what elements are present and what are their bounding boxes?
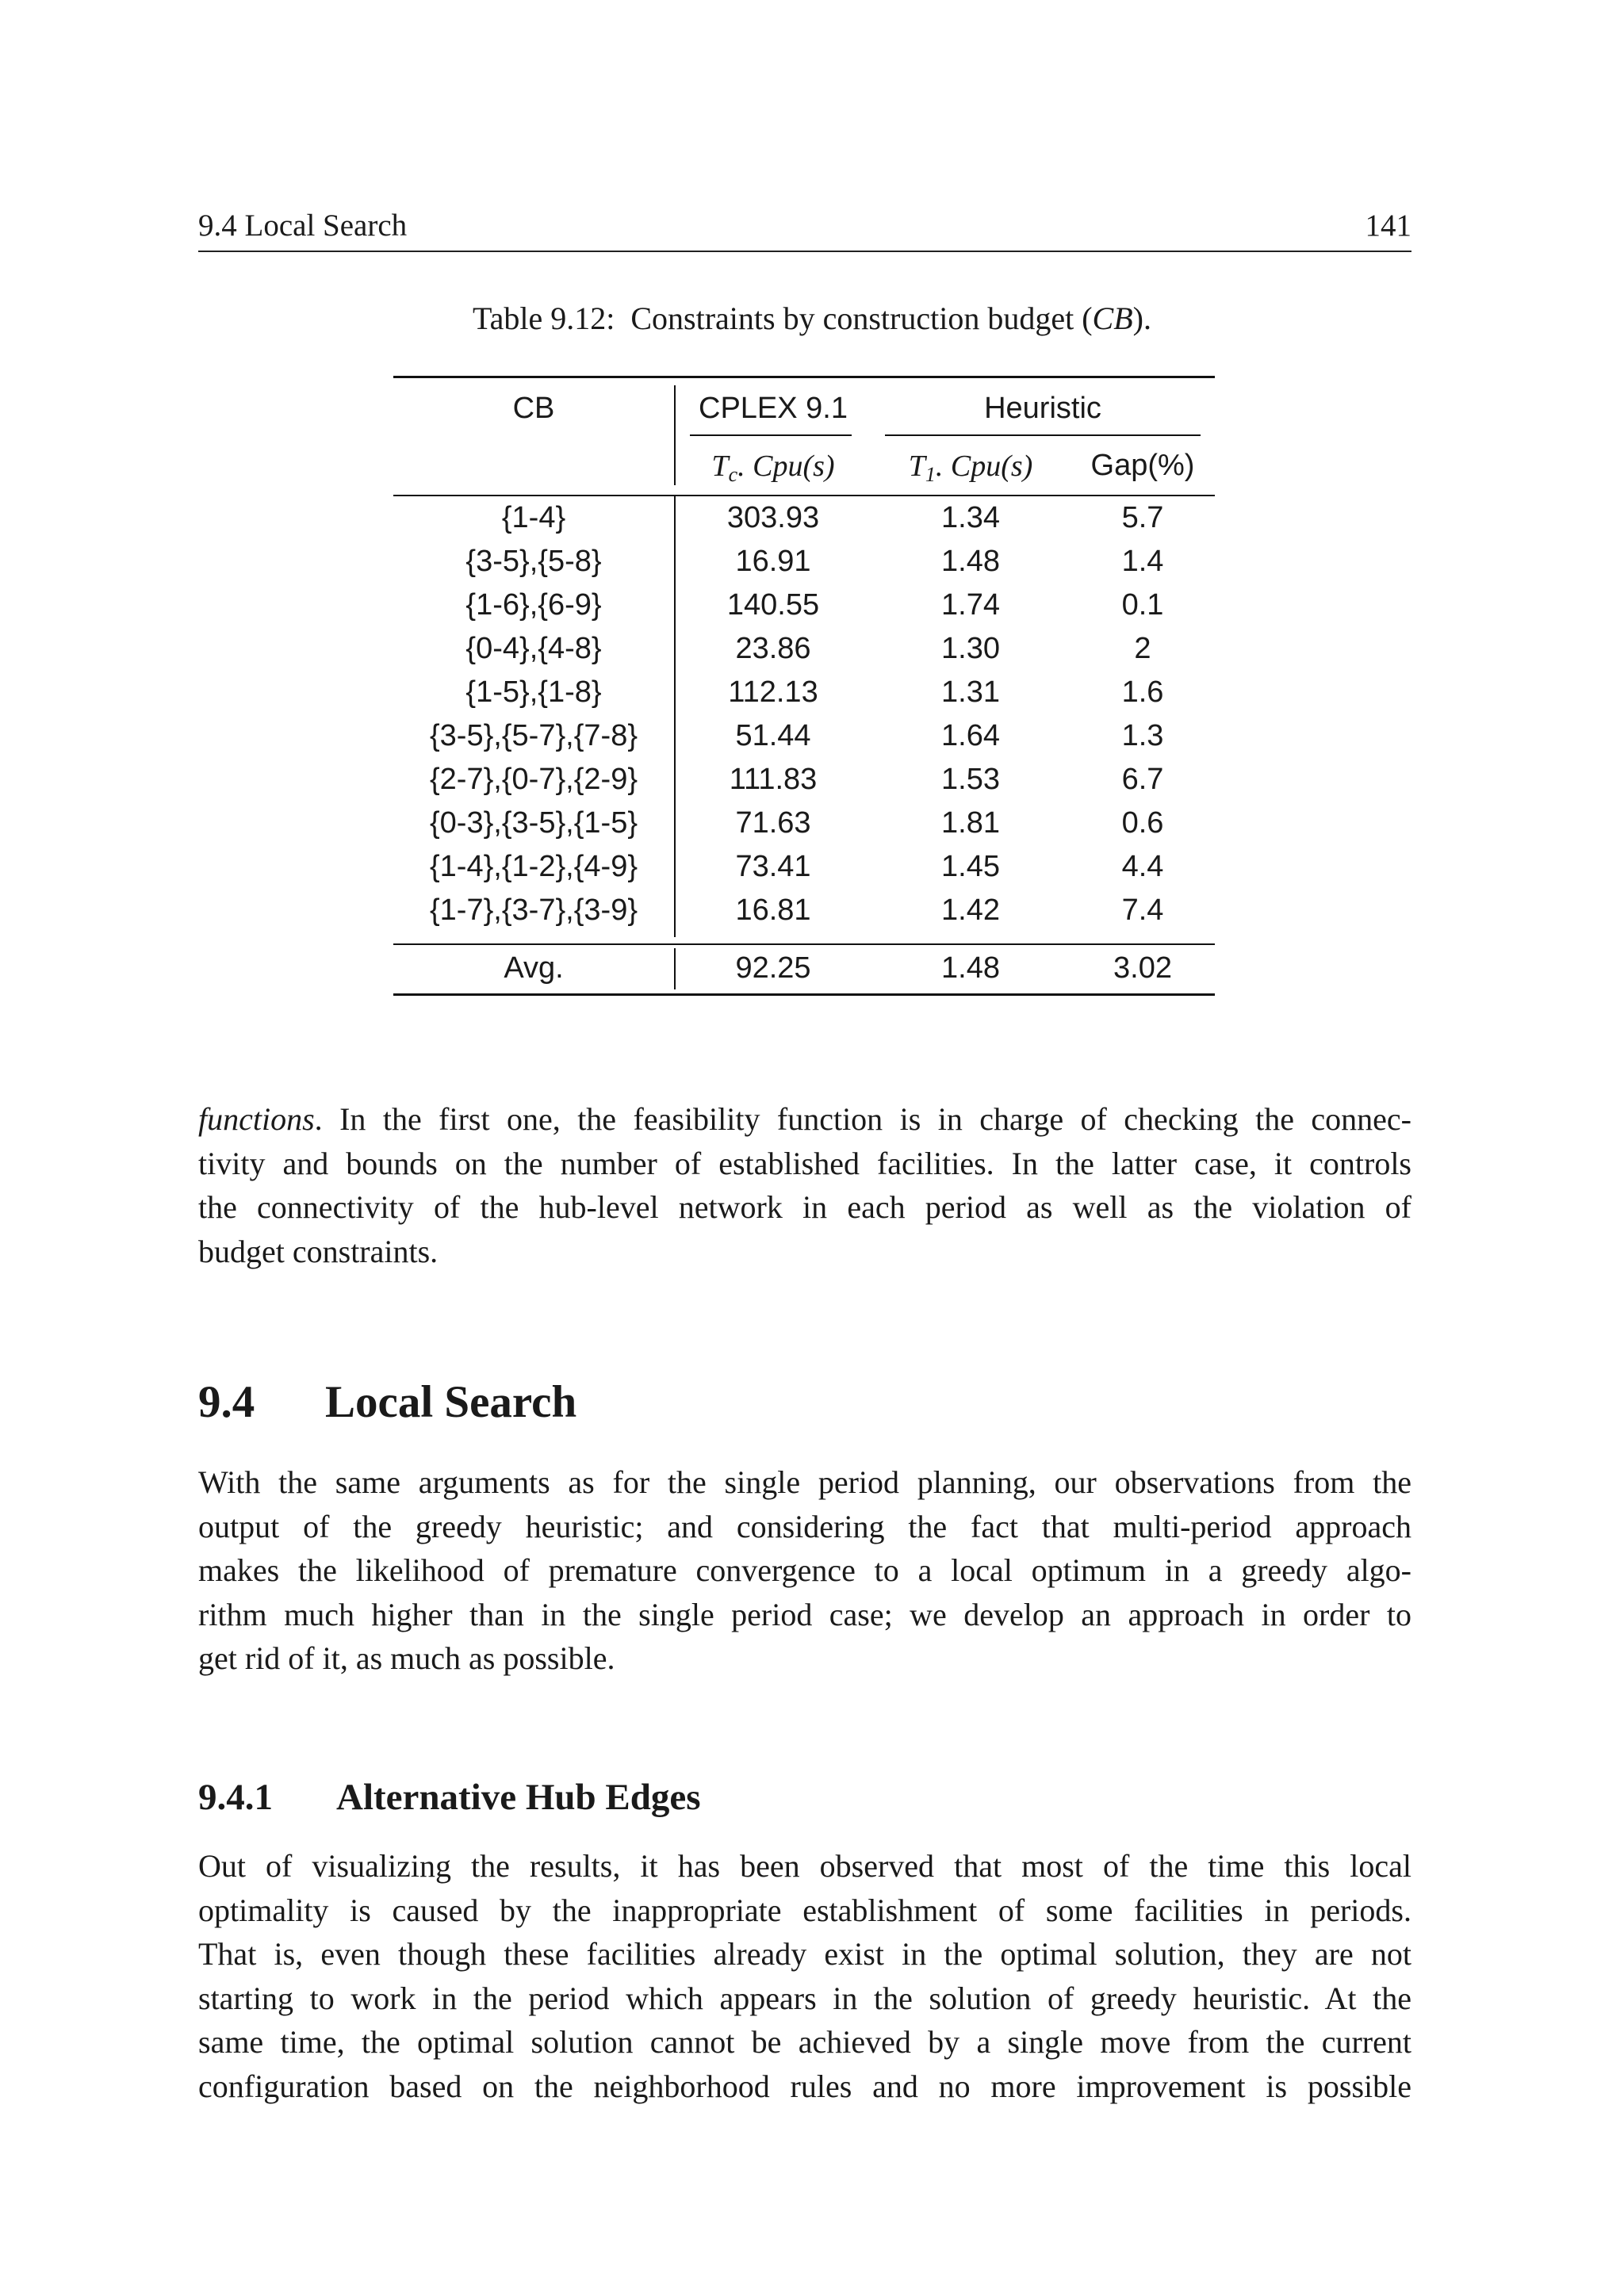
- avg-tc: 92.25: [735, 951, 811, 985]
- cell-gap: 5.7: [1121, 501, 1164, 534]
- cell-tc: 16.91: [735, 545, 811, 578]
- cell-t1: 1.45: [941, 850, 1000, 883]
- subheader-tc-subscript: c: [728, 463, 738, 486]
- paragraph-line: configuration based on the neighborhood rules and no more improvement is possible: [198, 2068, 1411, 2104]
- heuristic-underline: [885, 434, 1201, 436]
- cell-cb: {3-5},{5-8}: [465, 545, 602, 578]
- cell-cb: {3-5},{5-7},{7-8}: [429, 719, 638, 752]
- section-number: 9.4: [198, 1377, 255, 1427]
- cell-gap: 1.6: [1121, 675, 1164, 709]
- cell-tc: 16.81: [735, 894, 811, 927]
- paragraph-feasibility: [198, 1097, 1411, 1273]
- table-bottom-rule: [393, 993, 1215, 996]
- page-number: 141: [1365, 209, 1411, 243]
- table-row: [393, 850, 1215, 894]
- section-title: Local Search: [325, 1377, 577, 1427]
- avg-t1: 1.48: [941, 951, 1000, 985]
- paragraph-line: makes the likelihood of premature convergence to a local optimum in a greedy algo-: [198, 1552, 1411, 1588]
- cell-tc: 111.83: [729, 763, 818, 796]
- table-row: [393, 632, 1215, 675]
- paragraph-line: That is, even though these facilities already exist in the optimal solution, they are not: [198, 1936, 1411, 1972]
- cell-t1: 1.31: [941, 675, 1000, 709]
- subheader-gap: Gap(%): [1090, 449, 1195, 482]
- table-row: [393, 588, 1215, 632]
- table-row: [393, 501, 1215, 545]
- caption-text: Constraints by construction budget (: [630, 300, 1093, 336]
- subheader-t1-subscript: 1: [925, 463, 936, 486]
- cell-t1: 1.30: [941, 632, 1000, 665]
- cell-t1: 1.53: [941, 763, 1000, 796]
- caption-prefix: Table 9.12:: [473, 300, 615, 336]
- section-heading: [198, 1376, 576, 1428]
- cell-cb: {1-4},{1-2},{4-9}: [429, 850, 638, 883]
- paragraph-line: the connectivity of the hub-level network in each period as well as the violation of: [198, 1189, 1411, 1225]
- table-row: [393, 763, 1215, 806]
- header-cplex: CPLEX 9.1: [699, 392, 848, 425]
- table-row: [393, 719, 1215, 763]
- cell-tc: 71.63: [735, 806, 811, 840]
- paragraph-line: output of the greedy heuristic; and considering the fact that multi-period approach: [198, 1508, 1411, 1544]
- cell-tc: 73.41: [735, 850, 811, 883]
- cell-t1: 1.42: [941, 894, 1000, 927]
- paragraph-line: same time, the optimal solution cannot be achieved by a single move from the current: [198, 2024, 1411, 2060]
- subheader-tc: [676, 449, 871, 487]
- table-avg-rule: [393, 943, 1215, 945]
- table-header-rule: [393, 495, 1215, 496]
- cell-gap: 0.6: [1121, 806, 1164, 840]
- cell-t1: 1.48: [941, 545, 1000, 578]
- cell-t1: 1.34: [941, 501, 1000, 534]
- paragraph-line: Out of visualizing the results, it has been observed that most of the time this local: [198, 1848, 1411, 1884]
- cell-cb: {0-4},{4-8}: [465, 632, 602, 665]
- avg-gap: 3.02: [1113, 951, 1172, 985]
- paragraph-line-text: . In the first one, the feasibility function is in charge of checking the connec-: [314, 1101, 1411, 1137]
- header-heuristic: Heuristic: [984, 392, 1101, 425]
- cell-cb: {1-5},{1-8}: [465, 675, 602, 709]
- cell-tc: 303.93: [726, 501, 820, 534]
- running-header-section: 9.4 Local Search: [198, 209, 408, 243]
- cell-t1: 1.74: [941, 588, 1000, 622]
- table-row: [393, 806, 1215, 850]
- subheader-t1-unit: . Cpu(s): [935, 450, 1033, 483]
- cell-t1: 1.64: [941, 719, 1000, 752]
- paragraph-line: budget constraints.: [198, 1233, 439, 1269]
- results-table: [393, 376, 1215, 996]
- paragraph-line: [198, 1097, 1411, 1142]
- cell-gap: 4.4: [1121, 850, 1164, 883]
- table-row: [393, 675, 1215, 719]
- table-row: [393, 545, 1215, 588]
- cplex-underline: [690, 434, 852, 436]
- cell-gap: 2: [1134, 632, 1151, 665]
- subheader-tc-symbol: T: [711, 450, 729, 483]
- header-cb: CB: [512, 392, 555, 425]
- paragraph-line: optimality is caused by the inappropriate establishment of some facilities in periods.: [198, 1892, 1411, 1928]
- cell-cb: {2-7},{0-7},{2-9}: [429, 763, 638, 796]
- cell-tc: 112.13: [728, 675, 818, 709]
- cell-tc: 140.55: [726, 588, 820, 622]
- subsection-title: Alternative Hub Edges: [336, 1777, 701, 1818]
- paragraph-line: get rid of it, as much as possible.: [198, 1640, 615, 1676]
- running-header: [198, 208, 1411, 252]
- cell-t1: 1.81: [941, 806, 1000, 840]
- paragraph-line: With the same arguments as for the single period planning, our observations from the: [198, 1464, 1411, 1500]
- cell-gap: 1.3: [1121, 719, 1164, 752]
- cell-cb: {1-6},{6-9}: [465, 588, 602, 622]
- subheader-t1-symbol: T: [908, 450, 925, 483]
- subheader-t1: [871, 449, 1071, 487]
- cell-cb: {0-3},{3-5},{1-5}: [429, 806, 638, 840]
- paragraph-alternative-hub-edges: [198, 1844, 1411, 2108]
- cell-gap: 7.4: [1121, 894, 1164, 927]
- caption-suffix: ).: [1132, 300, 1151, 336]
- table-top-rule: [393, 376, 1215, 378]
- paragraph-line: starting to work in the period which appears in the solution of greedy heuristic. At the: [198, 1980, 1411, 2016]
- paragraph-local-search: [198, 1460, 1411, 1681]
- cell-tc: 51.44: [735, 719, 811, 752]
- table-row: [393, 894, 1215, 937]
- emphasis-functions: functions: [198, 1101, 315, 1137]
- cell-tc: 23.86: [735, 632, 811, 665]
- table-avg-row: [393, 951, 1215, 993]
- table-caption: [0, 300, 1624, 337]
- subheader-tc-unit: . Cpu(s): [737, 450, 835, 483]
- paragraph-line: tivity and bounds on the number of established facilities. In the latter case, it controls: [198, 1145, 1411, 1181]
- caption-var: CB: [1092, 300, 1133, 336]
- cell-cb: {1-4}: [501, 501, 566, 534]
- avg-label: Avg.: [504, 951, 564, 985]
- cell-gap: 1.4: [1121, 545, 1164, 578]
- cell-cb: {1-7},{3-7},{3-9}: [429, 894, 638, 927]
- cell-gap: 6.7: [1121, 763, 1164, 796]
- cell-gap: 0.1: [1121, 588, 1164, 622]
- paragraph-line: rithm much higher than in the single period case; we develop an approach in order to: [198, 1596, 1411, 1632]
- subsection-number: 9.4.1: [198, 1777, 273, 1818]
- subsection-heading: [198, 1776, 701, 1819]
